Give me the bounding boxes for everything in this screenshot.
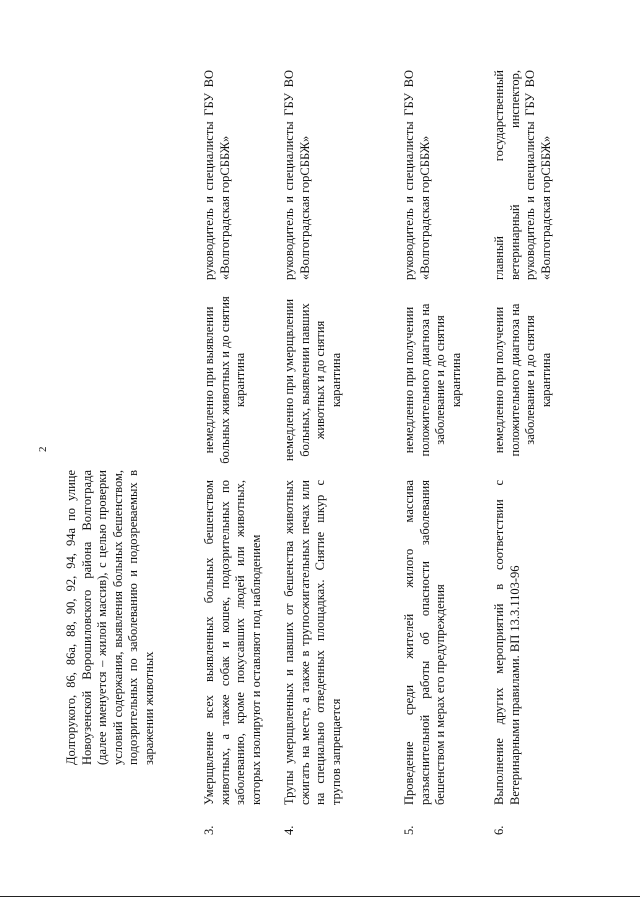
row-responsible: главный государственный ветеринарный инспектор, руководитель и специалисты ГБУ ВО «Волгоградская горСББЖ»: [492, 70, 553, 280]
row-term: немедленно при умерщвлении больных, выявлении павших животных и до снятия карантина: [282, 298, 343, 462]
row-responsible: руководитель и специалисты ГБУ ВО «Волгоградская горСББЖ»: [202, 70, 232, 280]
row-measure: Умерщвление всех выявленных больных бешенством животных, а также собак и кошек, подозрительных по заболеванию, кроме покусавших людей или животных, которых изолируют и оставляют под наблюдением: [202, 480, 263, 805]
row-responsible: руководитель и специалисты ГБУ ВО «Волгоградская горСББЖ»: [402, 70, 432, 280]
row-number: 4.: [282, 825, 296, 835]
row-number: 5.: [402, 825, 416, 835]
row-measure: Проведение среди жителей жилого массива разъяснительной работы об опасности заболевания бешенством и мерах его предупреждения: [402, 480, 448, 805]
row-term: немедленно при выявлении больных животных и до снятия карантина: [202, 296, 248, 464]
row-2-measure-continued: Долгорукого, 86, 86а, 88, 90, 92, 94, 94а по улице Новоузенской Ворошиловского района Волгограда (далее именуется – жилой массив), с целью проверки условий содержания, выявления больных бешенством, подозрительных по заболеванию и подозреваемых в заражении животных: [64, 470, 156, 765]
row-measure: Выполнение других мероприятий в соответствии с Ветеринарными правилами. ВП 13.3.1103-96: [492, 480, 522, 805]
bottom-rule: [0, 896, 640, 897]
row-responsible: руководитель и специалисты ГБУ ВО «Волгоградская горСББЖ»: [282, 70, 312, 280]
row-number: 3.: [202, 825, 216, 835]
row-measure: Трупы умерщвленных и павших от бешенства животных сжигать на месте, а также в трупосжигательных печах или на специально отведенных площадках. Снятие шкур с трупов запрещается: [282, 480, 343, 805]
row-term: немедленно при получении положительного диагноза на заболевание и до снятия карантина: [402, 303, 463, 457]
page-number: 2: [37, 446, 49, 452]
row-term: немедленно при получении положительного диагноза на заболевание и до снятия карантина: [492, 303, 553, 457]
row-number: 6.: [492, 825, 506, 835]
